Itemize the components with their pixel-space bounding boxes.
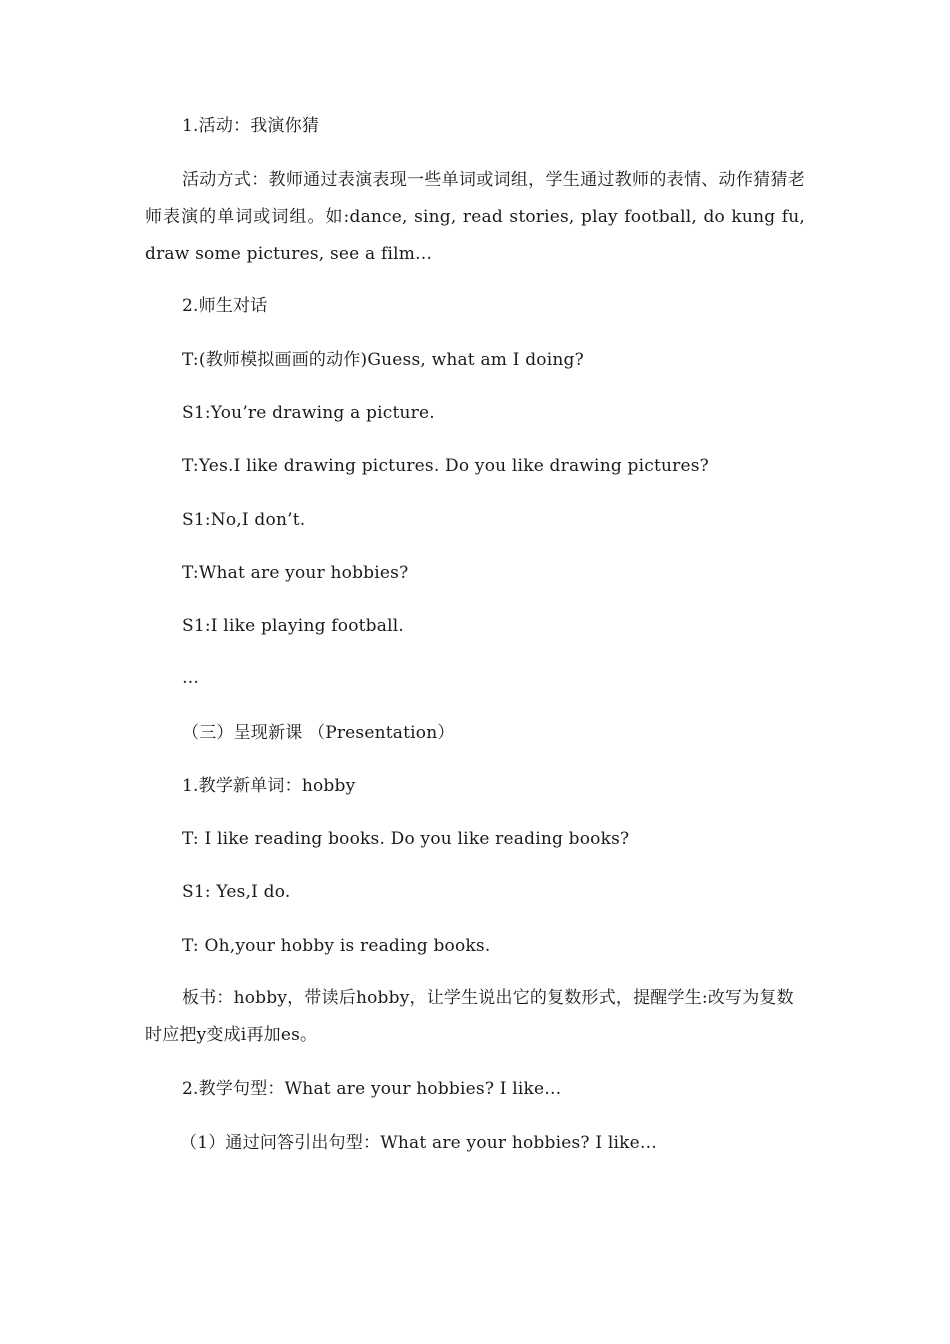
dialogue-line: T:What are your hobbies? — [182, 563, 409, 583]
heading-activity: 1.活动：我演你猜 — [182, 116, 320, 136]
dialogue-line: T: Oh,your hobby is reading books. — [182, 936, 491, 956]
heading-dialogue: 2.师生对话 — [182, 296, 268, 316]
dialogue-line: T: I like reading books. Do you like reading books? — [182, 829, 630, 849]
sub-step-1: （1）通过问答引出句型：What are your hobbies? I like… — [180, 1133, 658, 1153]
heading-sentence-pattern: 2.教学句型：What are your hobbies? I like… — [182, 1079, 562, 1099]
blackboard-note: 板书：hobby，带读后hobby，让学生说出它的复数形式，提醒学生:改写为复数时应把y变成i再加es。 — [145, 988, 794, 1045]
ellipsis: … — [182, 668, 200, 688]
dialogue-line: T:(教师模拟画画的动作)Guess, what am I doing? — [182, 350, 584, 370]
dialogue-line: S1:I like playing football. — [182, 616, 404, 636]
dialogue-line: S1: Yes,I do. — [182, 882, 291, 902]
dialogue-line: T:Yes.I like drawing pictures. Do you like drawing pictures? — [182, 456, 709, 476]
dialogue-line: S1:You’re drawing a picture. — [182, 403, 435, 423]
activity-description: 活动方式：教师通过表演表现一些单词或词组，学生通过教师的表情、动作猜猜老师表演的单词或词组。如:dance, sing, read stories, play football, do kung fu, draw some pictures, see a film… — [145, 170, 805, 264]
heading-new-word: 1.教学新单词：hobby — [182, 776, 356, 796]
heading-presentation: （三）呈现新课 （Presentation） — [182, 723, 455, 743]
dialogue-line: S1:No,I don’t. — [182, 510, 306, 530]
